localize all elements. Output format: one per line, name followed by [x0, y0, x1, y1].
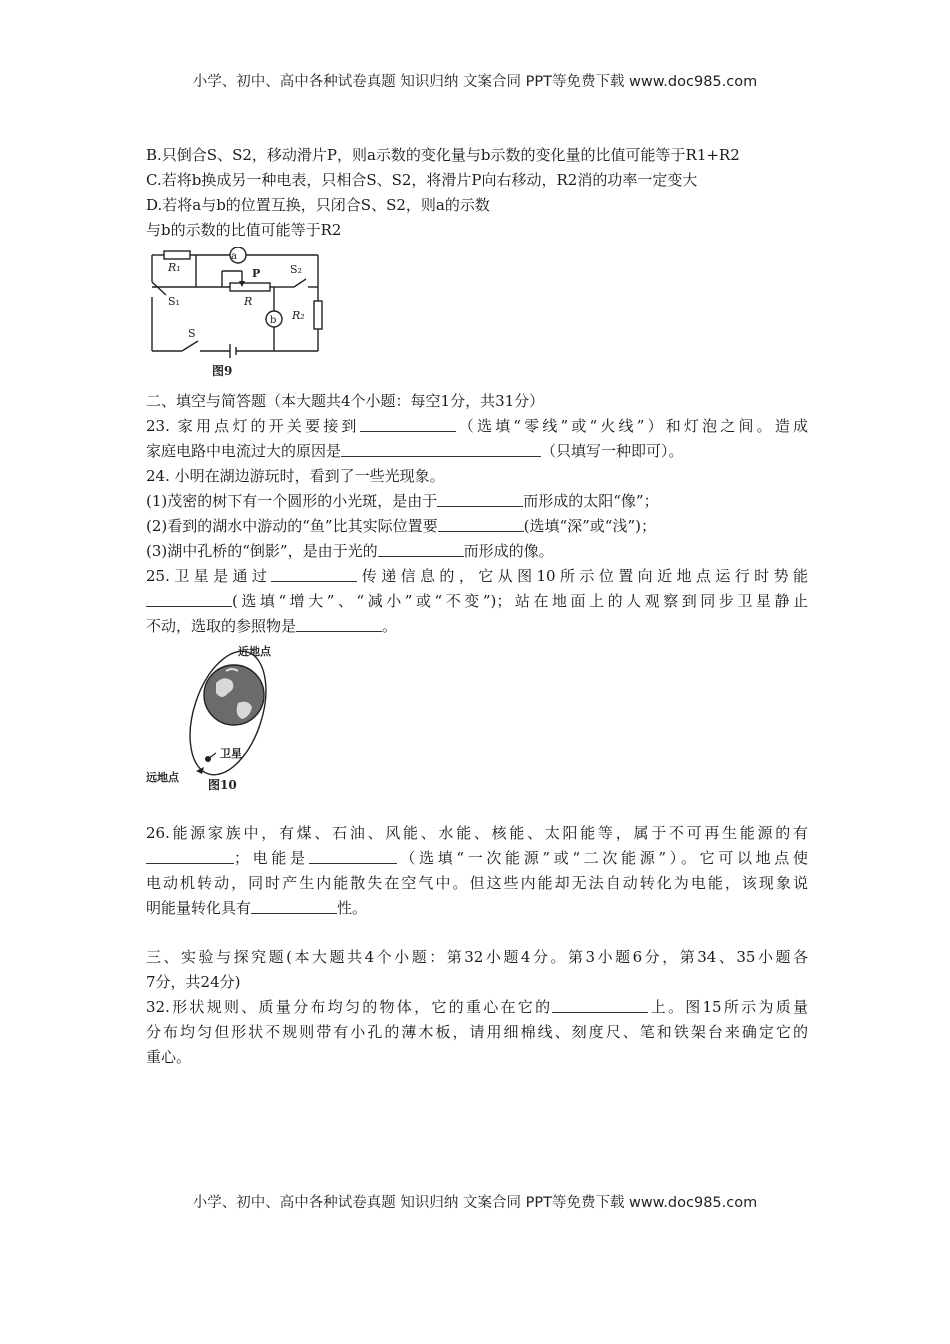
figure-10-orbit — [146, 643, 808, 797]
q26-line2: ；电能是 （选填“一次能源”或“二次能源”）。它可以地点使 — [146, 846, 808, 871]
label-s1: S₁ — [168, 295, 180, 308]
page-footer: 小学、初中、高中各种试卷真题 知识归纳 文案合同 PPT等免费下载 www.doc985.com — [192, 1195, 758, 1211]
exam-content — [146, 143, 808, 1070]
orbit-diagram — [146, 643, 326, 793]
label-s: S — [188, 327, 196, 340]
option-c: C.若将b换成另一种电表，只相合S、S2，将滑片P向右移动，R2消的功率一定变大 — [146, 171, 698, 189]
figure-9-circuit — [146, 247, 808, 383]
q25-line1: 25.卫星是通过 传递信息的，它从图10所示位置向近地点运行时势能 — [146, 567, 809, 585]
section-3-title-line1: 三、实验与探究题(本大题共4个小题：第32小题4分。第3小题6分，第34、35小题各 — [146, 948, 808, 966]
q25-line2: (选填“增大”、“减小”或“不变”)；站在地面上的人观察到同步卫星静止 — [146, 589, 808, 614]
option-d-line2: 与b的示数的比值可能等于R2 — [146, 221, 342, 239]
q32-line3: 重心。 — [146, 1048, 192, 1066]
q24-part2: (2)看到的湖水中游动的“鱼”比其实际位置要 (选填“深”或“浅”)； — [146, 517, 656, 535]
q26-line3: 电动机转动，同时产生内能散失在空气中。但这些内能却无法自动转化为电能，该现象说 — [146, 874, 808, 892]
label-satellite: 卫星 — [220, 747, 242, 760]
section-2-title: 二、填空与简答题（本大题共4个小题：每空1分，共31分） — [146, 392, 545, 410]
meter-b-label: b — [270, 315, 277, 326]
label-r: R — [244, 295, 253, 308]
q25-line3: 不动，选取的参照物是 。 — [146, 617, 398, 635]
q23-line2: 家庭电路中电流过大的原因是 （只填写一种即可）。 — [146, 442, 684, 460]
label-r1: R₁ — [168, 261, 181, 274]
page-header: 小学、初中、高中各种试卷真题 知识归纳 文案合同 PPT等免费下载 www.doc985.com — [192, 74, 758, 90]
meter-a-label: a — [231, 251, 237, 262]
section-3-title-line2: 7分，共24分) — [146, 973, 241, 991]
q23-line1: 23. 家用点灯的开关要接到 （选填“零线”或“火线”）和灯泡之间。造成 — [146, 417, 809, 435]
q32-line2: 分布均匀但形状不规则带有小孔的薄木板，请用细棉线、刻度尺、笔和铁架台来确定它的 — [146, 1023, 808, 1041]
option-b: B.只倒合S、S2，移动滑片P，则a示数的变化量与b示数的变化量的比值可能等于R1+R2 — [146, 146, 740, 164]
label-r2: R₂ — [292, 309, 305, 322]
label-s2: S₂ — [290, 263, 302, 276]
label-perigee: 近地点 — [238, 645, 271, 658]
q24-part3: (3)湖中孔桥的“倒影”，是由于光的 而形成的像。 — [146, 542, 554, 560]
q26-line4: 明能量转化具有 性。 — [146, 899, 368, 917]
circuit-diagram — [146, 247, 326, 379]
q24-part1: (1)茂密的树下有一个圆形的小光斑，是由于 而形成的太阳“像”； — [146, 492, 659, 510]
label-p: P — [252, 267, 261, 280]
q24-stem: 24. 小明在湖边游玩时，看到了一些光现象。 — [146, 467, 445, 485]
label-apogee: 远地点 — [146, 771, 179, 784]
figure-10-caption: 图10 — [208, 778, 237, 792]
option-d-line1: D.若将a与b的位置互换，只闭合S、S2，则a的示数 — [146, 196, 490, 214]
q26-line1: 26.能源家族中，有煤、石油、风能、水能、核能、太阳能等，属于不可再生能源的有 — [146, 824, 808, 842]
q32-line1: 32.形状规则、质量分布均匀的物体，它的重心在它的 上。图15所示为质量 — [146, 998, 809, 1016]
figure-9-caption: 图9 — [212, 364, 233, 378]
